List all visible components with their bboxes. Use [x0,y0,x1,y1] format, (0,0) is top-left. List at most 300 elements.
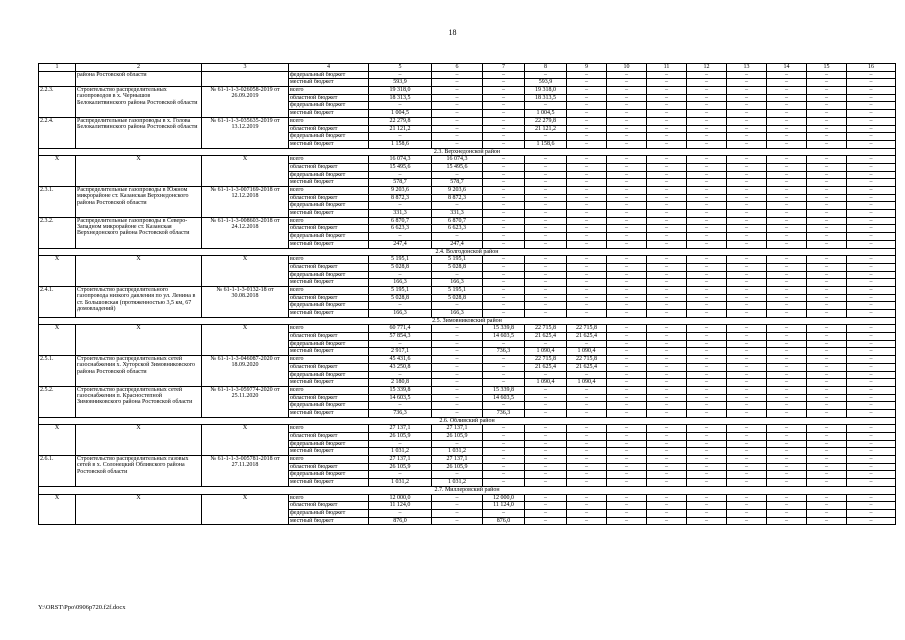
amount-cell: – [525,102,567,110]
amount-cell: – [727,140,767,148]
amount-cell: – [525,433,567,441]
amount-cell: – [727,286,767,294]
amount-cell: 5 195,1 [432,256,483,264]
amount-cell: – [767,363,807,371]
amount-cell: – [847,340,896,348]
amount-cell: – [727,517,767,525]
amount-cell: 9 203,6 [369,187,432,195]
amount-cell: – [567,471,607,479]
amount-cell: – [567,286,607,294]
amount-cell: – [807,310,847,318]
amount-cell: – [847,279,896,287]
amount-cell: – [483,463,525,471]
funding-source-cell: областной бюджет [289,363,369,371]
amount-cell: – [847,402,896,410]
amount-cell: – [767,71,807,79]
table-row [39,456,896,464]
amount-cell: – [767,125,807,133]
amount-cell: – [483,456,525,464]
amount-cell: – [525,456,567,464]
amount-cell: – [727,340,767,348]
amount-cell: – [432,371,483,379]
funding-source-cell: федеральный бюджет [289,440,369,448]
amount-cell: – [807,71,847,79]
amount-cell: – [432,102,483,110]
amount-cell: – [647,302,687,310]
amount-cell: – [687,133,727,141]
amount-cell: – [432,348,483,356]
amount-cell: – [807,325,847,333]
amount-cell: 1 004,5 [369,110,432,118]
expertise-doc-cell: X [202,494,289,525]
amount-cell: – [607,217,647,225]
amount-cell: – [807,433,847,441]
funding-source-cell: федеральный бюджет [289,133,369,141]
table-row [39,117,896,125]
amount-cell: – [607,494,647,502]
funding-source-cell: федеральный бюджет [289,371,369,379]
amount-cell: – [687,286,727,294]
amount-cell: – [647,256,687,264]
amount-cell: – [847,363,896,371]
amount-cell: 1 031,2 [432,479,483,487]
amount-cell: – [607,340,647,348]
amount-cell: – [483,194,525,202]
amount-cell: – [767,133,807,141]
amount-cell: – [647,87,687,95]
funding-source-cell: всего [289,386,369,394]
funding-source-cell: федеральный бюджет [289,171,369,179]
amount-cell: – [483,286,525,294]
amount-cell: – [432,202,483,210]
amount-cell: – [727,94,767,102]
amount-cell: – [483,140,525,148]
amount-cell: – [727,433,767,441]
amount-cell: 14 603,5 [483,394,525,402]
amount-cell: – [767,325,807,333]
amount-cell: – [647,79,687,87]
section-title: 2.6. Обливский район [39,417,896,425]
amount-cell: – [647,263,687,271]
amount-cell: – [687,433,727,441]
amount-cell: – [847,471,896,479]
funding-source-cell: всего [289,156,369,164]
amount-cell: 1 090,4 [567,348,607,356]
amount-cell: 22 279,8 [369,117,432,125]
amount-cell: – [847,494,896,502]
amount-cell: – [647,286,687,294]
amount-cell: – [369,271,432,279]
amount-cell: 12 000,0 [369,494,432,502]
amount-cell: – [687,117,727,125]
funding-source-cell: местный бюджет [289,517,369,525]
funding-source-cell: всего [289,325,369,333]
amount-cell: – [687,171,727,179]
amount-cell: – [483,310,525,318]
amount-cell: – [647,386,687,394]
amount-cell: – [767,394,807,402]
item-code-cell: 2.5.2. [39,386,76,417]
amount-cell: – [369,171,432,179]
amount-cell: – [847,217,896,225]
amount-cell: – [607,509,647,517]
amount-cell: – [687,456,727,464]
amount-cell: – [847,502,896,510]
amount-cell: – [767,356,807,364]
amount-cell: – [807,125,847,133]
table-row [39,87,896,95]
amount-cell: – [847,394,896,402]
amount-cell: – [727,210,767,218]
amount-cell: – [525,286,567,294]
amount-cell: – [767,79,807,87]
amount-cell: – [647,171,687,179]
object-name-cell: X [76,494,202,525]
amount-cell: – [647,440,687,448]
amount-cell: – [767,217,807,225]
column-number-cell: 1 [39,64,76,72]
funding-source-cell: областной бюджет [289,125,369,133]
amount-cell: 43 250,8 [369,363,432,371]
amount-cell: 593,9 [369,79,432,87]
amount-cell: – [807,117,847,125]
amount-cell: – [432,302,483,310]
amount-cell: – [767,117,807,125]
amount-cell: – [567,117,607,125]
amount-cell: 166,3 [369,279,432,287]
amount-cell: – [687,79,727,87]
amount-cell: – [369,302,432,310]
amount-cell: – [687,233,727,241]
amount-cell: – [483,94,525,102]
amount-cell: – [567,517,607,525]
amount-cell: – [847,210,896,218]
amount-cell: – [607,140,647,148]
table-row [39,187,896,195]
amount-cell: – [767,479,807,487]
amount-cell: – [607,117,647,125]
funding-source-cell: всего [289,117,369,125]
amount-cell: – [432,333,483,341]
amount-cell: – [607,325,647,333]
amount-cell: 27 137,1 [369,425,432,433]
amount-cell: – [647,294,687,302]
amount-cell: – [647,210,687,218]
amount-cell: – [607,187,647,195]
expertise-doc-cell: X [202,325,289,356]
column-number-cell: 2 [76,64,202,72]
amount-cell: – [567,371,607,379]
amount-cell: – [687,333,727,341]
amount-cell: – [607,171,647,179]
amount-cell: – [483,479,525,487]
funding-source-cell: местный бюджет [289,179,369,187]
column-number-cell: 4 [289,64,369,72]
amount-cell: – [432,494,483,502]
amount-cell: – [647,271,687,279]
amount-cell: 1 090,4 [567,379,607,387]
file-path-footer: Y:\ORST\Ppo\0906p720.f2f.docx [38,604,126,611]
amount-cell: – [432,356,483,364]
amount-cell: – [727,87,767,95]
object-name-cell: Строительство распределительных газовых сетей в х. Солонецкий Обливского района Ростовской области [76,456,202,487]
amount-cell: – [567,433,607,441]
funding-source-cell: областной бюджет [289,394,369,402]
amount-cell: – [647,310,687,318]
amount-cell: – [847,463,896,471]
amount-cell: – [847,133,896,141]
amount-cell: – [432,363,483,371]
amount-cell: 8 872,3 [369,194,432,202]
amount-cell: – [727,448,767,456]
amount-cell: – [483,156,525,164]
amount-cell: – [607,87,647,95]
amount-cell: – [767,279,807,287]
object-name-cell: Строительство распределительного газопровода низкого давления по ул. Ленина в ст. Большовская (протяженностью 3,5 км, 67 домовладений) [76,286,202,317]
amount-cell: – [525,163,567,171]
amount-cell: – [727,386,767,394]
amount-cell: – [567,394,607,402]
financing-table [38,63,896,525]
item-code-cell [39,71,76,86]
amount-cell: – [647,240,687,248]
amount-cell: – [525,340,567,348]
amount-cell: – [483,448,525,456]
amount-cell: – [647,363,687,371]
amount-cell: – [432,517,483,525]
amount-cell: – [687,110,727,118]
amount-cell: 5 028,8 [369,263,432,271]
amount-cell: – [807,409,847,417]
amount-cell: – [727,163,767,171]
amount-cell: – [727,310,767,318]
amount-cell: – [567,425,607,433]
amount-cell: – [607,471,647,479]
amount-cell: – [847,194,896,202]
column-number-cell: 16 [847,64,896,72]
amount-cell: – [727,409,767,417]
amount-cell: 578,7 [432,179,483,187]
amount-cell: – [432,409,483,417]
amount-cell: – [525,471,567,479]
amount-cell: – [567,187,607,195]
amount-cell: – [432,133,483,141]
amount-cell: – [687,179,727,187]
amount-cell: – [767,263,807,271]
amount-cell: – [687,225,727,233]
item-code-cell: 2.3.1. [39,187,76,218]
amount-cell: – [727,325,767,333]
amount-cell: – [567,202,607,210]
amount-cell: – [767,225,807,233]
amount-cell: 18 313,5 [525,94,567,102]
funding-source-cell: федеральный бюджет [289,71,369,79]
amount-cell: – [567,302,607,310]
amount-cell: – [567,240,607,248]
funding-source-cell: местный бюджет [289,240,369,248]
funding-source-cell: областной бюджет [289,94,369,102]
amount-cell: 21 121,2 [369,125,432,133]
amount-cell: 876,0 [483,517,525,525]
amount-cell: – [567,194,607,202]
amount-cell: – [807,202,847,210]
amount-cell: – [607,456,647,464]
amount-cell: – [687,163,727,171]
amount-cell: – [847,163,896,171]
expertise-doc-cell: X [202,425,289,456]
amount-cell: – [369,340,432,348]
funding-source-cell: местный бюджет [289,348,369,356]
amount-cell: – [647,71,687,79]
amount-cell: – [483,117,525,125]
amount-cell: – [847,156,896,164]
amount-cell: – [607,517,647,525]
section-title: 2.7. Миллеровский район [39,486,896,494]
amount-cell: – [687,356,727,364]
amount-cell: – [647,94,687,102]
amount-cell: – [525,425,567,433]
object-name-cell: Распределительные газопроводы в Южном микрорайоне ст. Казанская Верхнедонского района Ростовской области [76,187,202,218]
item-code-cell: X [39,494,76,525]
amount-cell: – [647,133,687,141]
funding-source-cell: областной бюджет [289,433,369,441]
amount-cell: – [607,409,647,417]
amount-cell: – [525,233,567,241]
amount-cell: – [727,302,767,310]
amount-cell: 27 137,1 [369,456,432,464]
amount-cell: – [432,110,483,118]
amount-cell: 5 195,1 [369,256,432,264]
amount-cell: – [727,187,767,195]
amount-cell: – [687,310,727,318]
amount-cell: – [687,371,727,379]
amount-cell: – [847,187,896,195]
amount-cell: – [483,271,525,279]
amount-cell: – [607,279,647,287]
amount-cell: – [807,448,847,456]
amount-cell: – [567,217,607,225]
amount-cell: – [727,379,767,387]
amount-cell: – [807,440,847,448]
amount-cell: – [687,94,727,102]
amount-cell: – [432,171,483,179]
amount-cell: – [727,356,767,364]
amount-cell: – [727,502,767,510]
amount-cell: – [847,302,896,310]
amount-cell: – [607,448,647,456]
amount-cell: – [432,271,483,279]
amount-cell: – [847,379,896,387]
amount-cell: 593,9 [525,79,567,87]
amount-cell: – [727,371,767,379]
amount-cell: – [847,117,896,125]
amount-cell: – [687,71,727,79]
amount-cell: – [607,433,647,441]
amount-cell: – [727,479,767,487]
amount-cell: – [483,433,525,441]
amount-cell: 19 318,0 [369,87,432,95]
amount-cell: – [687,394,727,402]
table-row [39,386,896,394]
amount-cell: – [647,194,687,202]
amount-cell: 21 625,4 [567,363,607,371]
amount-cell: – [647,102,687,110]
amount-cell: 1 158,6 [525,140,567,148]
amount-cell: – [687,409,727,417]
amount-cell: – [727,233,767,241]
amount-cell: – [687,363,727,371]
table-row [39,256,896,264]
item-code-cell: X [39,325,76,356]
amount-cell: – [567,494,607,502]
amount-cell: – [687,187,727,195]
amount-cell: – [727,117,767,125]
amount-cell: – [807,479,847,487]
amount-cell: – [567,79,607,87]
amount-cell: 12 000,0 [483,494,525,502]
amount-cell: – [767,163,807,171]
amount-cell: – [567,171,607,179]
amount-cell: 5 195,1 [432,286,483,294]
amount-cell: – [727,456,767,464]
amount-cell: – [687,402,727,410]
amount-cell: – [607,163,647,171]
amount-cell: – [807,402,847,410]
amount-cell: – [727,294,767,302]
amount-cell: – [687,494,727,502]
amount-cell: – [847,425,896,433]
expertise-doc-cell: № 61-1-1-3-059774-2020 от 25.11.2020 [202,386,289,417]
expertise-doc-cell: X [202,256,289,287]
amount-cell: – [767,110,807,118]
amount-cell: – [727,133,767,141]
amount-cell: – [647,479,687,487]
amount-cell: – [767,294,807,302]
amount-cell: – [607,225,647,233]
amount-cell: – [607,363,647,371]
amount-cell: – [369,202,432,210]
amount-cell: – [687,348,727,356]
amount-cell: – [647,471,687,479]
expertise-doc-cell: № 61-1-1-3-046087-2020 от 18.09.2020 [202,356,289,387]
amount-cell: – [767,202,807,210]
amount-cell: – [483,202,525,210]
amount-cell: – [567,110,607,118]
amount-cell: – [687,194,727,202]
amount-cell: – [607,402,647,410]
amount-cell: – [607,463,647,471]
amount-cell: – [807,456,847,464]
amount-cell: – [687,440,727,448]
item-code-cell: 2.6.1. [39,456,76,487]
funding-source-cell: местный бюджет [289,310,369,318]
amount-cell: 11 124,0 [483,502,525,510]
amount-cell: – [607,356,647,364]
amount-cell: – [483,240,525,248]
amount-cell: – [647,202,687,210]
amount-cell: – [607,310,647,318]
amount-cell: – [483,294,525,302]
amount-cell: – [807,187,847,195]
amount-cell: – [727,440,767,448]
table-row [39,494,896,502]
amount-cell: 247,4 [369,240,432,248]
amount-cell: – [807,102,847,110]
amount-cell: – [525,509,567,517]
amount-cell: – [687,263,727,271]
amount-cell: 21 625,4 [525,333,567,341]
funding-source-cell: федеральный бюджет [289,102,369,110]
